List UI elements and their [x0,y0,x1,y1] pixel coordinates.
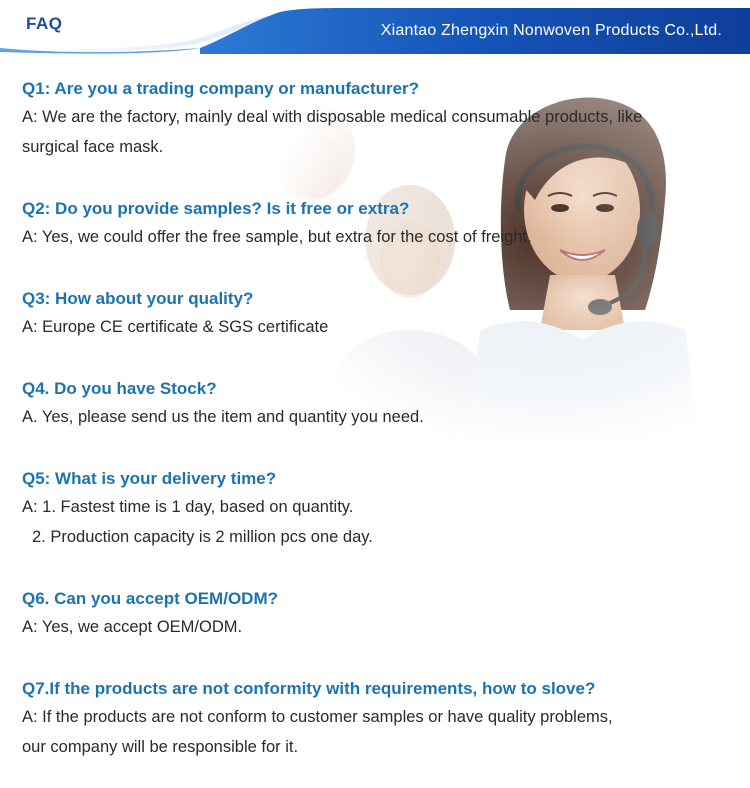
faq-item-2 [22,196,732,252]
faq-answer-5-line-2: 2. Production capacity is 2 million pcs one day. [32,528,373,546]
faq-item-5 [22,466,732,552]
faq-question-3: Q3: How about your quality? [22,289,254,308]
faq-item-1 [22,76,732,162]
faq-answer-1-line-1: A: We are the factory, mainly deal with disposable medical consumable products, like [22,108,643,126]
faq-question-1: Q1: Are you a trading company or manufacturer? [22,79,420,98]
faq-item-3 [22,286,732,342]
faq-question-4: Q4. Do you have Stock? [22,379,217,398]
faq-answer-1-line-2: surgical face mask. [22,138,164,156]
faq-item-4 [22,376,732,432]
faq-question-6: Q6. Can you accept OEM/ODM? [22,589,278,608]
faq-item-7 [22,676,732,762]
header-banner [0,0,750,60]
faq-question-7: Q7.If the products are not conformity with requirements, how to slove? [22,679,596,698]
faq-item-6 [22,586,732,642]
company-name: Xiantao Zhengxin Nonwoven Products Co.,Ltd. [380,22,722,39]
faq-answer-3-line-1: A: Europe CE certificate & SGS certificate [22,318,329,336]
faq-answer-6-line-1: A: Yes, we accept OEM/ODM. [22,618,243,636]
faq-title: FAQ [26,14,63,33]
faq-answer-2-line-1: A: Yes, we could offer the free sample, but extra for the cost of freight. [22,228,532,246]
faq-answer-7-line-1: A: If the products are not conform to customer samples or have quality problems, [22,708,613,726]
faq-question-2: Q2: Do you provide samples? Is it free or extra? [22,199,410,218]
faq-question-5: Q5: What is your delivery time? [22,469,277,488]
faq-answer-4-line-1: A. Yes, please send us the item and quantity you need. [22,408,424,426]
faq-answer-7-line-2: our company will be responsible for it. [22,738,299,756]
faq-answer-5-line-1: A: 1. Fastest time is 1 day, based on quantity. [22,498,354,516]
